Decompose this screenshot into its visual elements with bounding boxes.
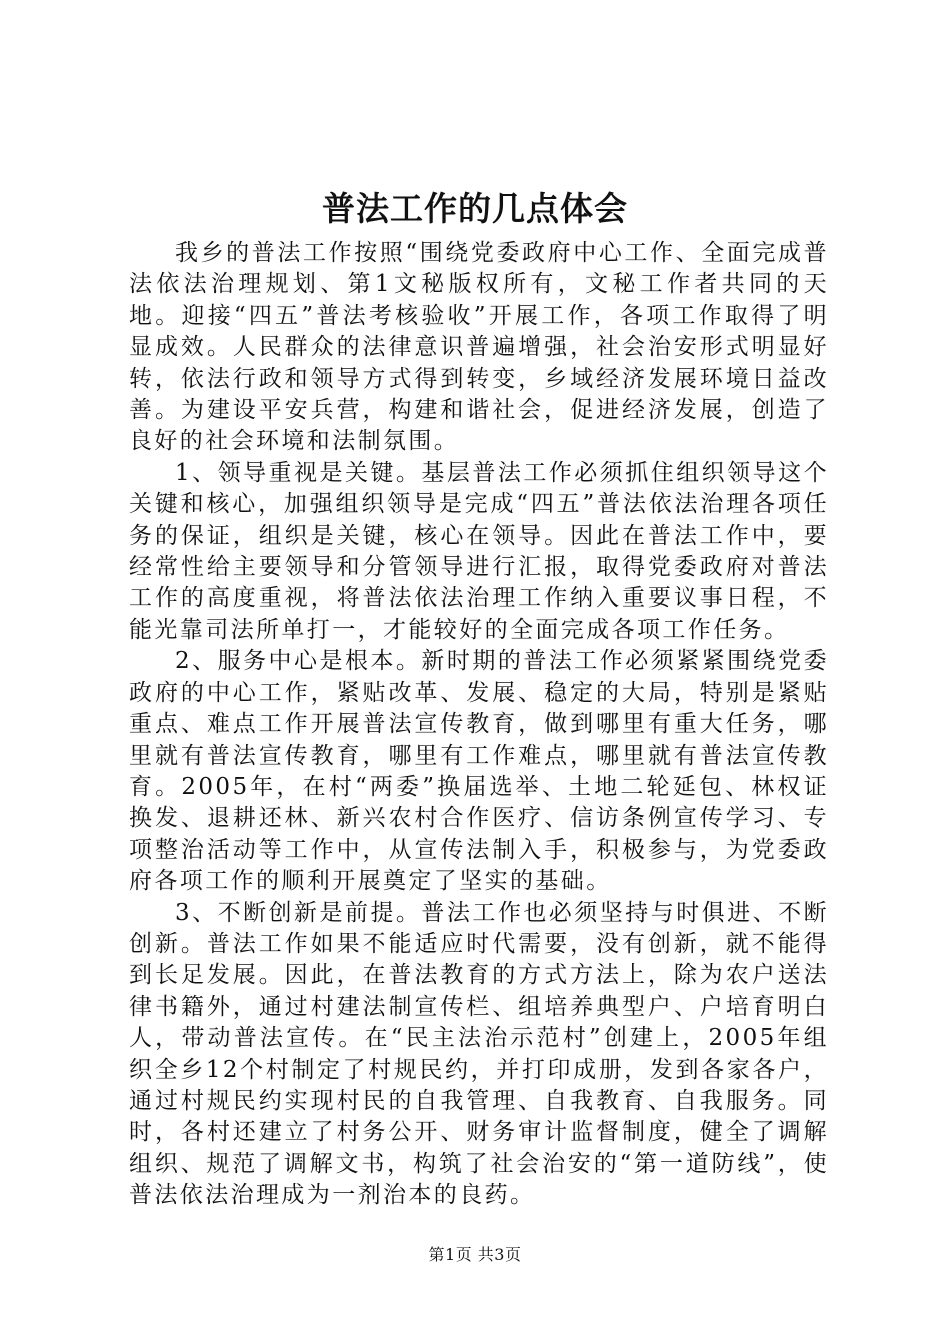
paragraph-intro: 我乡的普法工作按照“围绕党委政府中心工作、全面完成普法依法治理规划、第1文秘版权所有，文秘工作者共同的天地。迎接“四五”普法考核验收”开展工作，各项工作取得了明显成效。人民群众的法律意识普遍增强，社会治安形式明显好转，依法行政和领导方式得到转变，乡域经济发展环境日益改善。为建设平安兵营，构建和谐社会，促进经济发展，创造了良好的社会环境和法制氛围。 — [129, 240, 829, 455]
paragraph-point-2: 2、服务中心是根本。新时期的普法工作必须紧紧围绕党委政府的中心工作，紧贴改革、发展、稳定的大局，特别是紧贴重点、难点工作开展普法宣传教育，做到哪里有重大任务，哪里就有普法宣传教育，哪里有工作难点，哪里就有普法宣传教育。2005年，在村“两委”换届选举、土地二轮延包、林权证换发、退耕还林、新兴农村合作医疗、信访条例宣传学习、专项整治活动等工作中，从宣传法制入手，积极参与，为党委政府各项工作的顺利开展奠定了坚实的基础。 — [129, 648, 829, 895]
document-title: 普法工作的几点体会 — [322, 189, 628, 228]
paragraph-point-1: 1、领导重视是关键。基层普法工作必须抓住组织领导这个关键和核心，加强组织领导是完成“四五”普法依法治理各项任务的保证，组织是关键，核心在领导。因此在普法工作中，要经常性给主要领导和分管领导进行汇报，取得党委政府对普法工作的高度重视，将普法依法治理工作纳入重要议事日程，不能光靠司法所单打一，才能较好的全面完成各项工作任务。 — [129, 459, 829, 643]
document-body — [129, 238, 829, 1212]
page-number-footer: 第1页 共3页 — [428, 1245, 522, 1264]
paragraph-point-3: 3、不断创新是前提。普法工作也必须坚持与时俱进、不断创新。普法工作如果不能适应时代需要，没有创新，就不能得到长足发展。因此，在普法教育的方式方法上，除为农户送法律书籍外，通过村建法制宣传栏、组培养典型户、户培育明白人，带动普法宣传。在“民主法治示范村”创建上，2005年组织全乡12个村制定了村规民约，并打印成册，发到各家各户，通过村规民约实现村民的自我管理、自我教育、自我服务。同时，各村还建立了村务公开、财务审计监督制度，健全了调解组织、规范了调解文书，构筑了社会治安的“第一道防线”，使普法依法治理成为一剂治本的良药。 — [129, 899, 829, 1209]
